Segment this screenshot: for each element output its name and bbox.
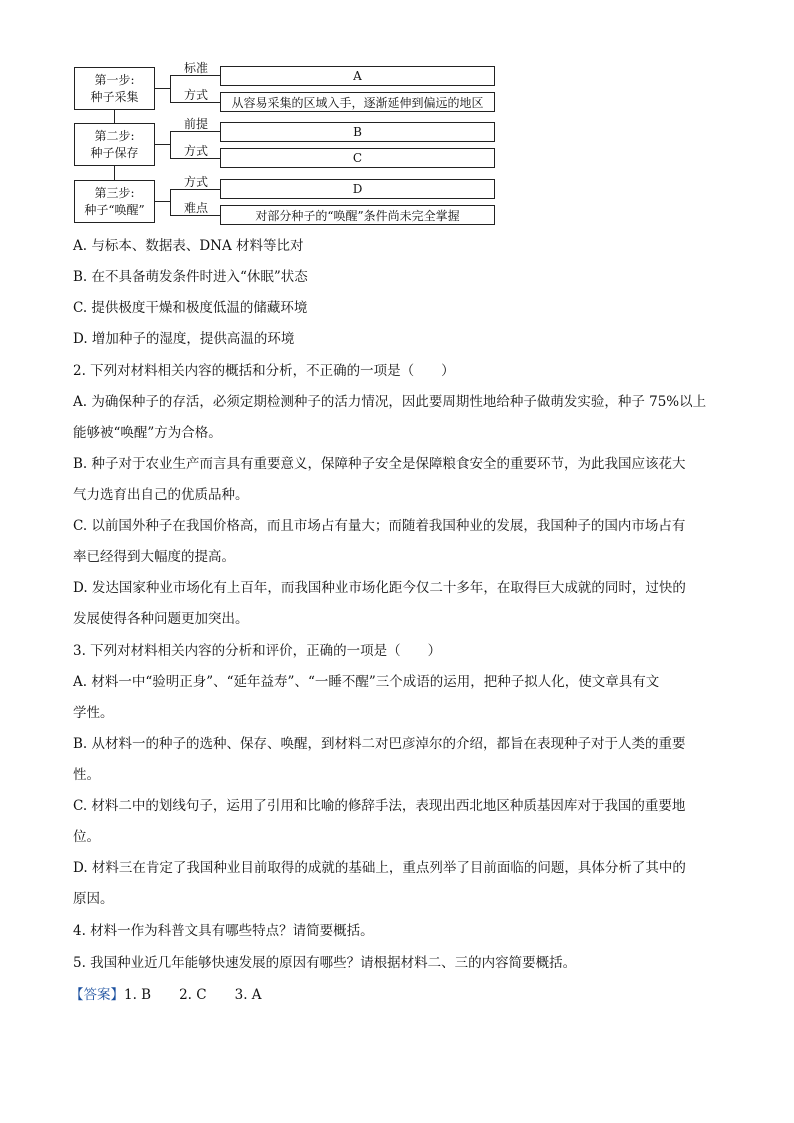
branch-line bbox=[170, 189, 220, 190]
branch-label: 方式 bbox=[184, 175, 209, 189]
step-2-box bbox=[74, 123, 155, 166]
answer-line bbox=[70, 983, 262, 1003]
q3-option-a-line1: A. 材料一中“验明正身”、“延年益寿”、“一睡不醒”三个成语的运用，把种子拟人化，使文章具有文 bbox=[73, 674, 660, 690]
step-3-name: 种子“唤醒” bbox=[84, 202, 145, 217]
q5-text: 5. 我国种业近几年能够快速发展的原因有哪些？请根据材料二、三的内容简要概括。 bbox=[73, 955, 577, 971]
step-2-title: 第二步: bbox=[94, 128, 135, 143]
q2-option-a-line1: A. 为确保种子的存活，必须定期检测种子的活力情况，因此要周期性地给种子做萌发实验，种子 75%以上 bbox=[73, 394, 707, 410]
answer-tag: 【答案】 bbox=[70, 987, 124, 1003]
branch-trunk bbox=[170, 75, 171, 102]
step-3-title: 第三步: bbox=[94, 185, 135, 200]
q2-stem: 2. 下列对材料相关内容的概括和分析，不正确的一项是（ ） bbox=[73, 363, 455, 379]
branch-line bbox=[170, 102, 220, 103]
branch-line bbox=[155, 144, 170, 145]
q1-option-b: B. 在不具备萌发条件时进入“休眠”状态 bbox=[73, 269, 308, 285]
branch-line bbox=[155, 88, 170, 89]
q2-option-a-line2: 能够被“唤醒”方为合格。 bbox=[73, 425, 222, 441]
branch-label: 前提 bbox=[184, 117, 209, 131]
method-box-collect: 从容易采集的区域入手，逐渐延伸到偏远的地区 bbox=[220, 92, 495, 112]
branch-label: 标准 bbox=[184, 61, 209, 75]
q3-option-c-line2: 位。 bbox=[73, 829, 100, 845]
q2-option-b-line2: 气力选育出自己的优质品种。 bbox=[73, 487, 249, 503]
branch-line bbox=[170, 215, 220, 216]
q3-option-a-line2: 学性。 bbox=[73, 705, 114, 721]
branch-label: 难点 bbox=[184, 201, 209, 215]
connector-line bbox=[114, 166, 115, 180]
branch-line bbox=[170, 131, 220, 132]
q3-option-d-line2: 原因。 bbox=[73, 891, 114, 907]
q2-option-c-line1: C. 以前国外种子在我国价格高，而且市场占有量大；而随着我国种业的发展，我国种子的国内市场占有 bbox=[73, 518, 686, 534]
q3-option-b-line1: B. 从材料一的种子的选种、保存、唤醒，到材料二对巴彦淖尔的介绍，都旨在表现种子对于人类的重要 bbox=[73, 736, 686, 752]
blank-box-a: A bbox=[220, 66, 495, 86]
difficulty-box: 对部分种子的“唤醒”条件尚未完全掌握 bbox=[220, 205, 495, 225]
branch-line bbox=[155, 201, 170, 202]
connector-line bbox=[114, 110, 115, 123]
step-2-name: 种子保存 bbox=[90, 145, 139, 160]
step-1-name: 种子采集 bbox=[90, 89, 139, 104]
q2-option-b-line1: B. 种子对于农业生产而言具有重要意义，保障种子安全是保障粮食安全的重要环节，为此我国应该花大 bbox=[73, 456, 686, 472]
q1-option-d: D. 增加种子的湿度，提供高温的环境 bbox=[73, 331, 295, 347]
blank-box-c: C bbox=[220, 148, 495, 168]
step-3-box bbox=[74, 180, 155, 223]
q1-option-a: A. 与标本、数据表、DNA 材料等比对 bbox=[73, 238, 304, 254]
answer-item: 1. B bbox=[124, 987, 152, 1003]
q3-option-d-line1: D. 材料三在肯定了我国种业目前取得的成就的基础上，重点列举了目前面临的问题，具体分析了其中的 bbox=[73, 860, 686, 876]
answer-item: 2. C bbox=[179, 987, 207, 1003]
step-1-title: 第一步: bbox=[94, 72, 135, 87]
q4-text: 4. 材料一作为科普文具有哪些特点？请简要概括。 bbox=[73, 923, 374, 939]
branch-line bbox=[170, 158, 220, 159]
q1-option-c: C. 提供极度干燥和极度低温的储藏环境 bbox=[73, 300, 308, 316]
blank-box-d: D bbox=[220, 179, 495, 199]
branch-line bbox=[170, 75, 220, 76]
q2-option-d-line1: D. 发达国家种业市场化有上百年，而我国种业市场化距今仅二十多年，在取得巨大成就的同时，过快的 bbox=[73, 580, 686, 596]
q3-option-c-line1: C. 材料二中的划线句子，运用了引用和比喻的修辞手法，表现出西北地区种质基因库对于我国的重要地 bbox=[73, 798, 686, 814]
answer-item: 3. A bbox=[234, 987, 262, 1003]
flowchart-diagram bbox=[0, 0, 794, 230]
branch-label: 方式 bbox=[184, 144, 209, 158]
blank-box-b: B bbox=[220, 122, 495, 142]
q3-stem: 3. 下列对材料相关内容的分析和评价，正确的一项是（ ） bbox=[73, 643, 442, 659]
branch-label: 方式 bbox=[184, 88, 209, 102]
branch-trunk bbox=[170, 131, 171, 158]
step-1-box bbox=[74, 67, 155, 110]
branch-trunk bbox=[170, 189, 171, 215]
q3-option-b-line2: 性。 bbox=[73, 767, 100, 783]
q2-option-c-line2: 率已经得到大幅度的提高。 bbox=[73, 549, 235, 565]
q2-option-d-line2: 发展使得各种问题更加突出。 bbox=[73, 611, 249, 627]
